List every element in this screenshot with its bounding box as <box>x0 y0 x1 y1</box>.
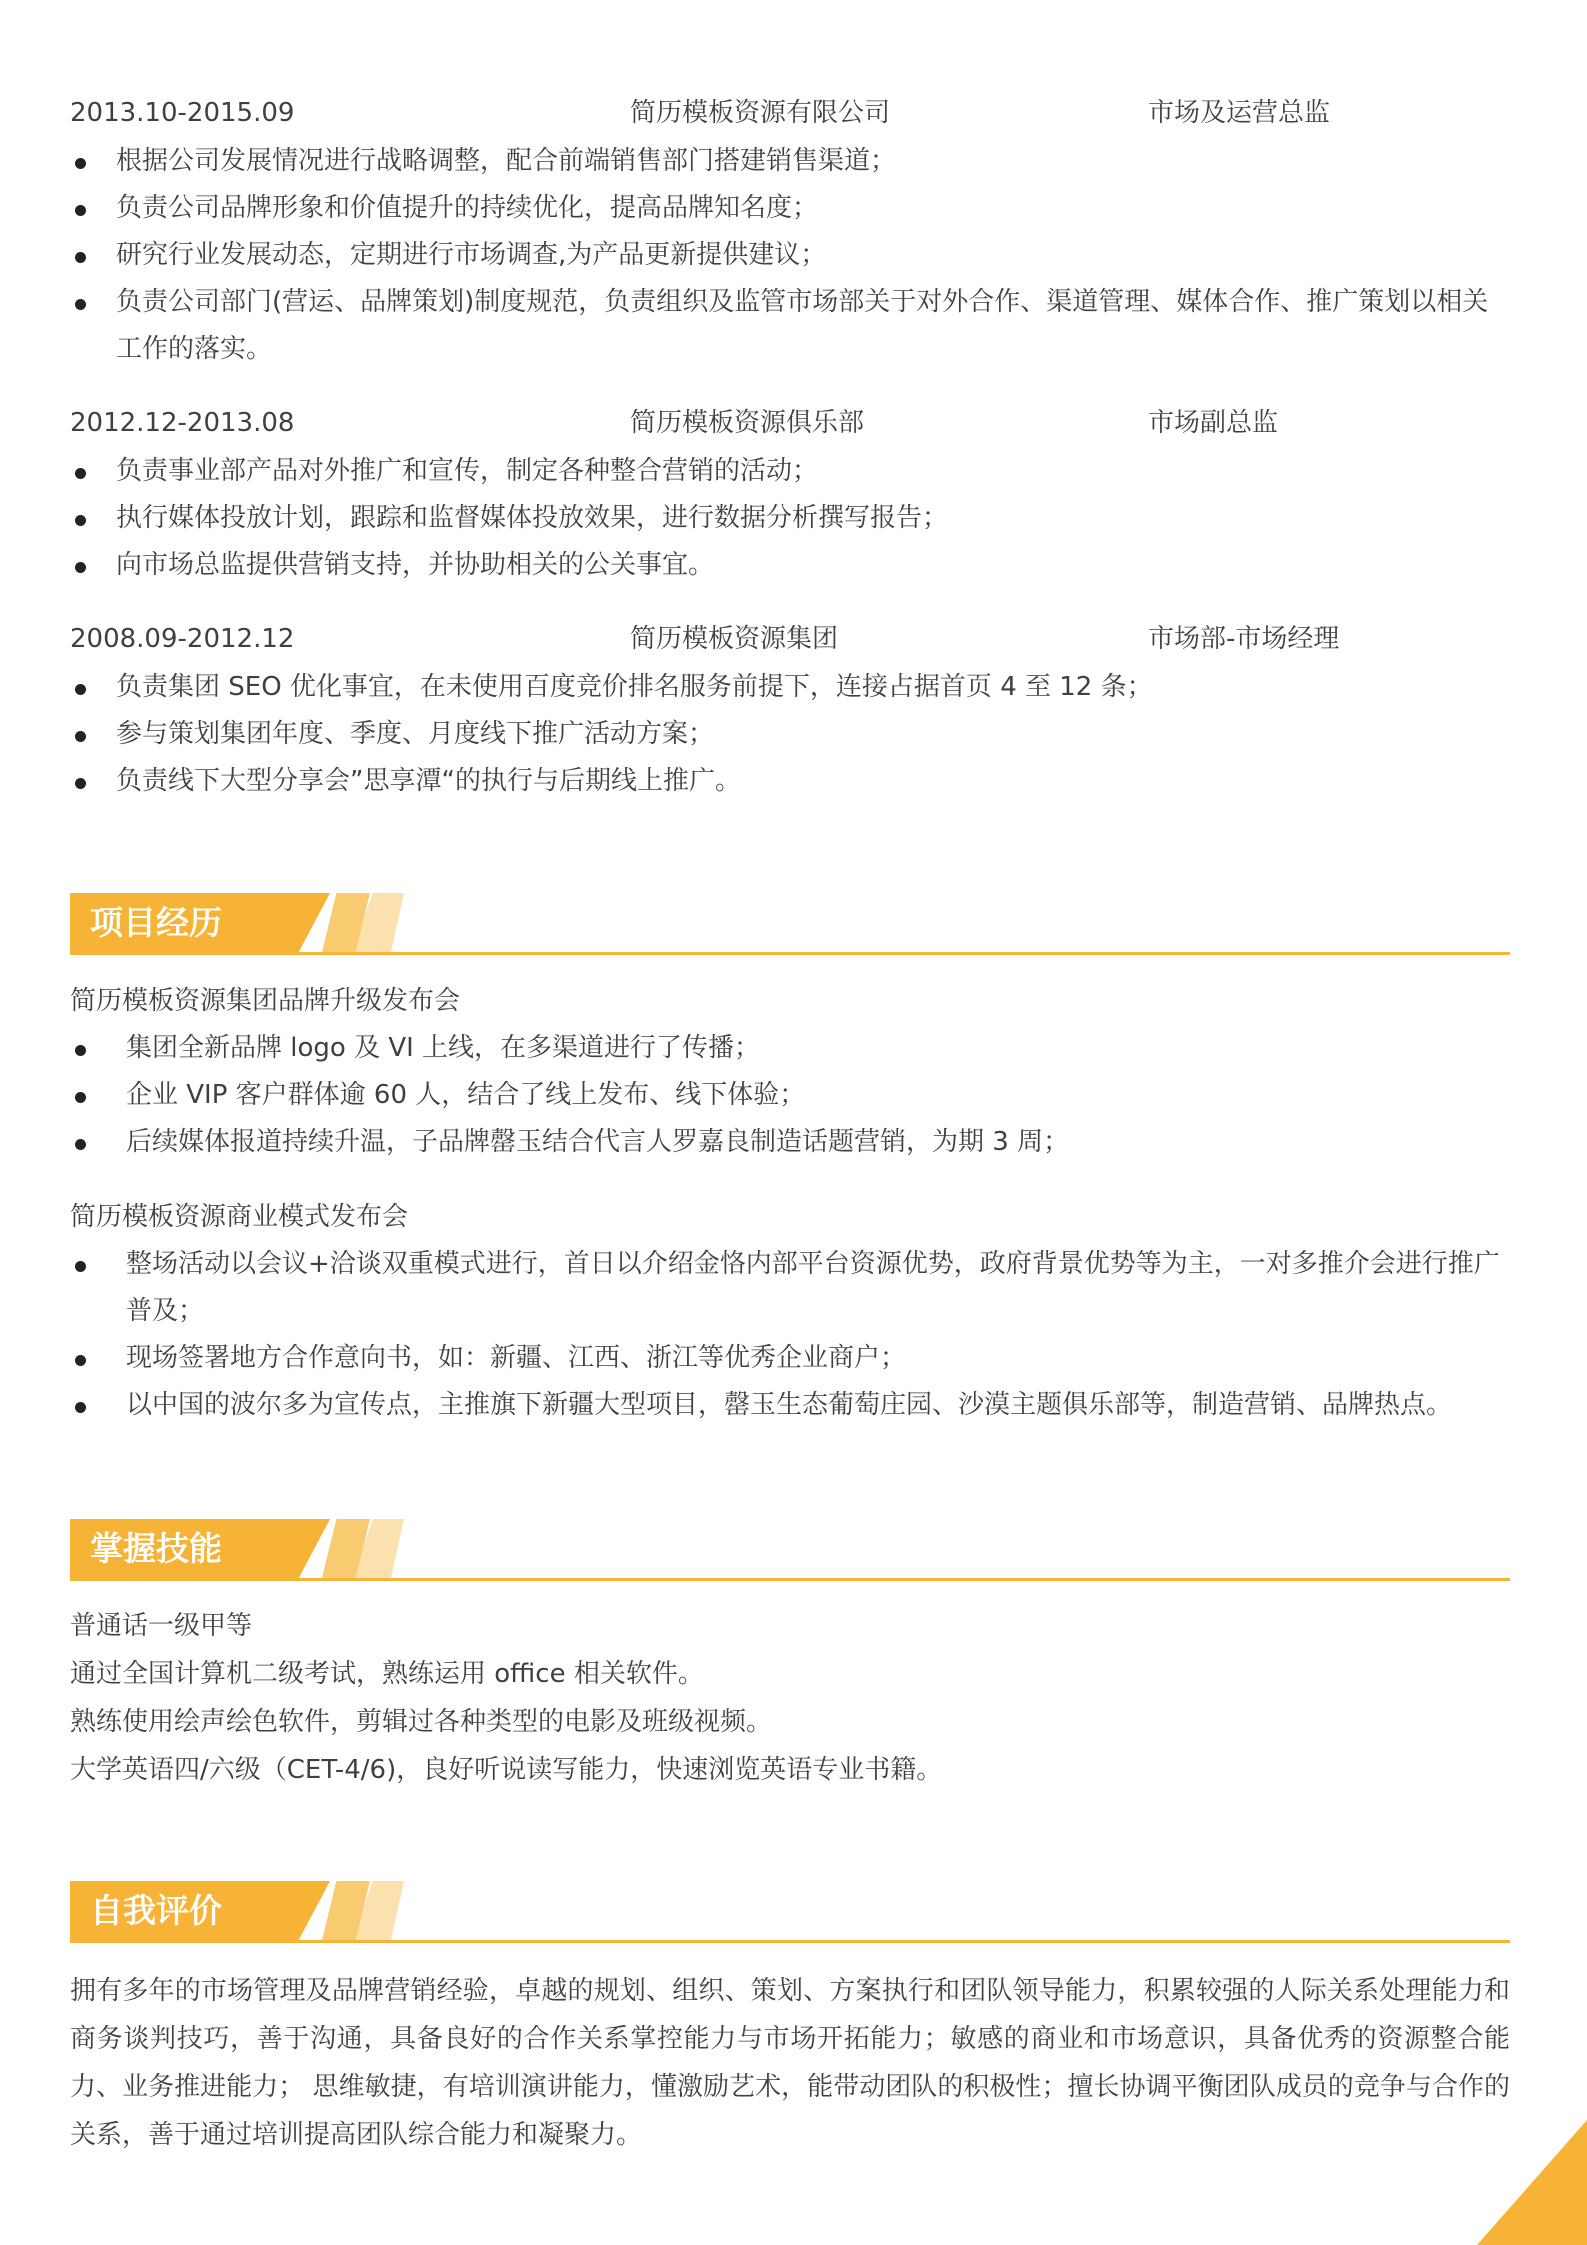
job-bullets <box>70 138 1510 373</box>
job-company: 简历模板资源集团 <box>630 624 839 654</box>
heading-underline <box>70 1578 1510 1581</box>
skill-item: 大学英语四/六级（CET-4/6)，良好听说读写能力，快速浏览英语专业书籍。 <box>70 1755 943 1785</box>
self-evaluation-text: 拥有多年的市场管理及品牌营销经验，卓越的规划、组织、策划、方案执行和团队领导能力，积累较强的人际关系处理能力和商务谈判技巧，善于沟通，具备良好的合作关系掌控能力与市场开拓能力；敏感的商业和市场意识，具备优秀的资源整合能力、业务推进能力； 思维敏捷，有培训演讲能力，懂激励艺术，能带动团队的积极性；擅长协调平衡团队成员的竞争与合作的关系，善于通过培训提高团队综合能力和凝聚力。 <box>70 1976 1510 2150</box>
job-header <box>70 619 1510 659</box>
list-item: 负责集团 SEO 优化事宜，在未使用百度竞价排名服务前提下，连接占据首页 4 至 12 条； <box>70 664 1510 711</box>
heading-underline <box>70 952 1510 955</box>
list-item: 负责事业部产品对外推广和宣传，制定各种整合营销的活动； <box>70 448 1510 495</box>
list-item: 负责公司部门(营运、品牌策划)制度规范，负责组织及监管市场部关于对外合作、渠道管理、媒体合作、推广策划以相关工作的落实。 <box>70 279 1510 373</box>
job-date: 2012.12-2013.08 <box>70 408 295 438</box>
skill-item: 熟练使用绘声绘色软件，剪辑过各种类型的电影及班级视频。 <box>70 1707 773 1737</box>
section-title: 项目经历 <box>90 903 222 942</box>
project-title: 简历模板资源商业模式发布会 <box>70 1202 409 1232</box>
job-header <box>70 93 1510 133</box>
list-item: 执行媒体投放计划，跟踪和监督媒体投放效果，进行数据分析撰写报告； <box>70 495 1510 542</box>
job-bullets <box>70 664 1510 805</box>
section-heading-projects <box>70 893 1510 955</box>
job-date: 2013.10-2015.09 <box>70 98 295 128</box>
job-company: 简历模板资源俱乐部 <box>630 408 865 438</box>
list-item: 参与策划集团年度、季度、月度线下推广活动方案； <box>70 711 1510 758</box>
list-item: 研究行业发展动态，定期进行市场调查,为产品更新提供建议； <box>70 232 1510 279</box>
section-heading-self-evaluation <box>70 1881 1510 1943</box>
section-heading-skills <box>70 1519 1510 1581</box>
project-title: 简历模板资源集团品牌升级发布会 <box>70 986 461 1016</box>
list-item: 以中国的波尔多为宣传点，主推旗下新疆大型项目，罄玉生态葡萄庄园、沙漠主题俱乐部等，制造营销、品牌热点。 <box>70 1382 1510 1429</box>
list-item: 企业 VIP 客户群体逾 60 人，结合了线上发布、线下体验； <box>70 1072 1510 1119</box>
job-role: 市场及运营总监 <box>1148 98 1331 128</box>
job-date: 2008.09-2012.12 <box>70 624 295 654</box>
job-bullets <box>70 448 1510 589</box>
heading-underline <box>70 1940 1510 1943</box>
job-role: 市场副总监 <box>1148 408 1279 438</box>
project-bullets <box>70 1241 1510 1429</box>
project-bullets <box>70 1025 1510 1166</box>
list-item: 现场签署地方合作意向书，如：新疆、江西、浙江等优秀企业商户； <box>70 1335 1510 1382</box>
list-item: 负责公司品牌形象和价值提升的持续优化，提高品牌知名度； <box>70 185 1510 232</box>
skills-list <box>70 1602 1510 1794</box>
list-item: 向市场总监提供营销支持，并协助相关的公关事宜。 <box>70 542 1510 589</box>
list-item: 集团全新品牌 logo 及 VI 上线，在多渠道进行了传播； <box>70 1025 1510 1072</box>
list-item: 后续媒体报道持续升温，子品牌罄玉结合代言人罗嘉良制造话题营销，为期 3 周； <box>70 1119 1510 1166</box>
skill-item: 通过全国计算机二级考试，熟练运用 office 相关软件。 <box>70 1659 704 1689</box>
job-role: 市场部-市场经理 <box>1148 624 1340 654</box>
job-company: 简历模板资源有限公司 <box>630 98 891 128</box>
section-title: 自我评价 <box>90 1891 222 1930</box>
section-title: 掌握技能 <box>90 1529 222 1568</box>
job-header <box>70 403 1510 443</box>
skill-item: 普通话一级甲等 <box>70 1611 253 1641</box>
list-item: 整场活动以会议+洽谈双重模式进行，首日以介绍金恪内部平台资源优势，政府背景优势等为主，一对多推介会进行推广普及； <box>70 1241 1510 1335</box>
list-item: 根据公司发展情况进行战略调整，配合前端销售部门搭建销售渠道； <box>70 138 1510 185</box>
list-item: 负责线下大型分享会”思享潭“的执行与后期线上推广。 <box>70 758 1510 805</box>
